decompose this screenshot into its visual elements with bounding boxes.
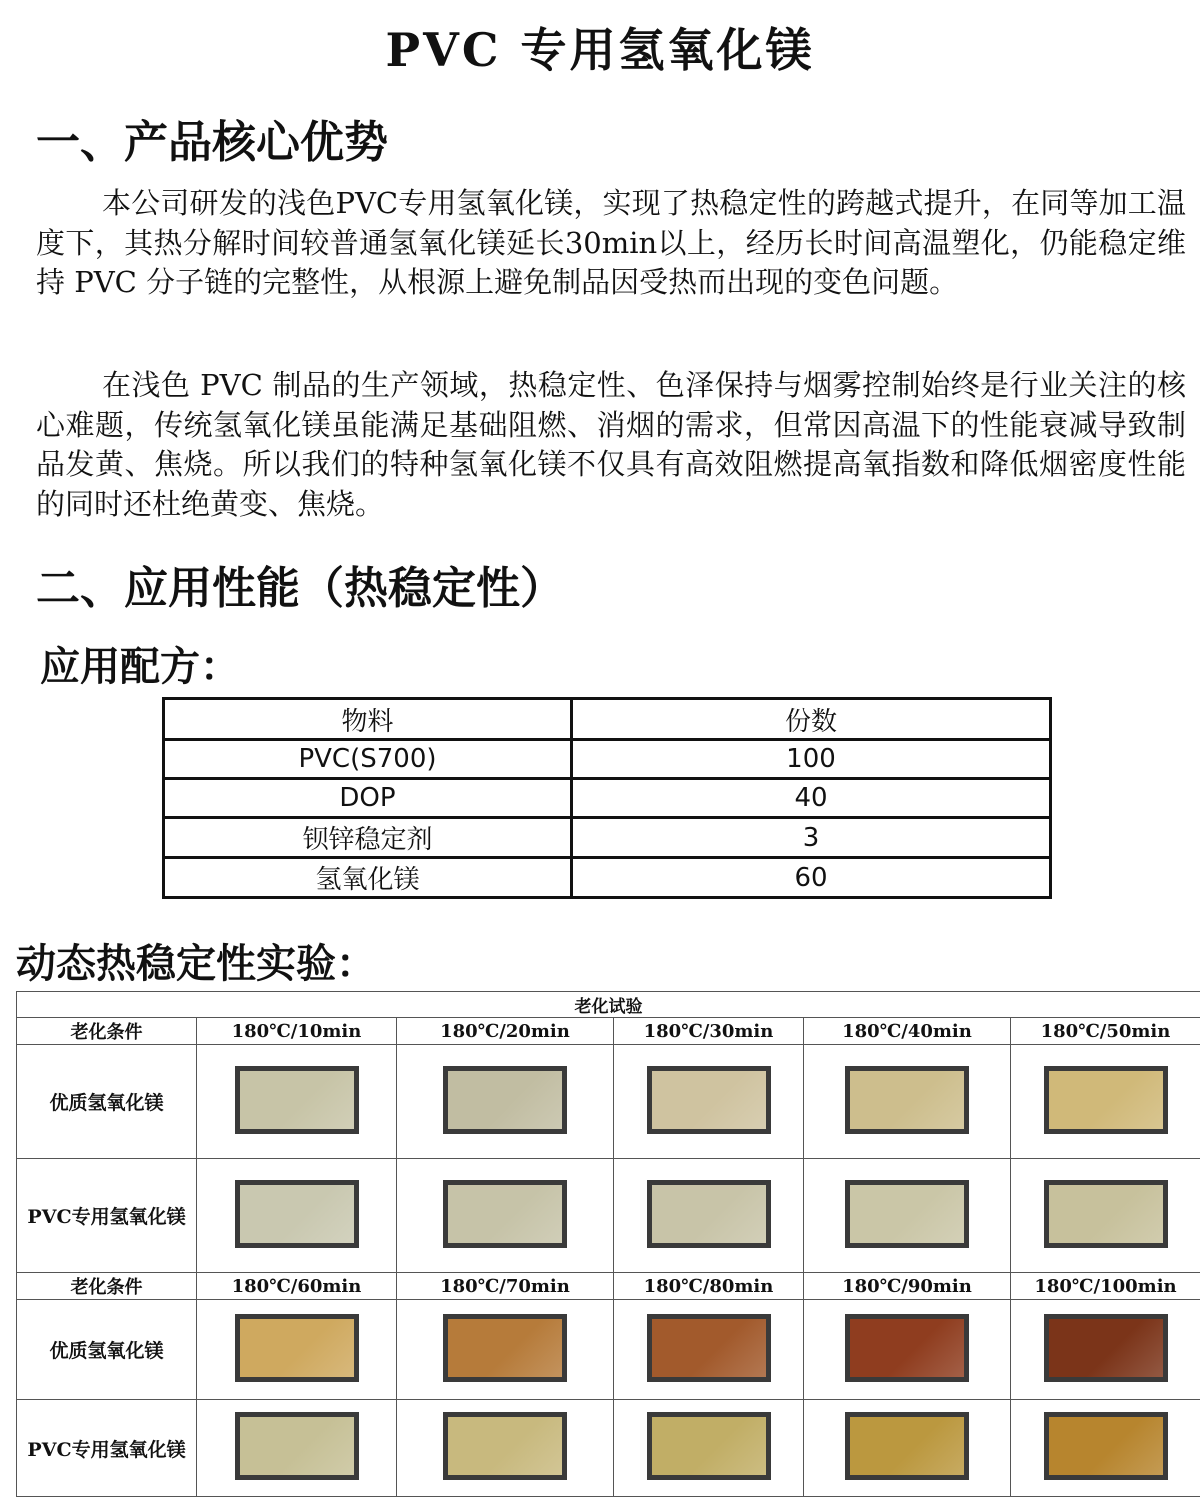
sample-label: PVC专用氢氧化镁 (17, 1159, 197, 1273)
formula-material: DOP (164, 779, 572, 818)
condition-cell: 180℃/90min (804, 1273, 1011, 1300)
sample-photo (1049, 1319, 1163, 1377)
sample-photo (850, 1417, 964, 1475)
sample-photo (1049, 1417, 1163, 1475)
table-row (164, 818, 1051, 858)
formula-material: 氢氧化镁 (164, 858, 572, 898)
formula-material: 钡锌稳定剂 (164, 818, 572, 858)
sample-photo (240, 1071, 354, 1129)
sample-photo (850, 1319, 964, 1377)
sample-photo (448, 1319, 562, 1377)
section2-heading: 二、应用性能（热稳定性） (36, 563, 564, 614)
condition-cell: 180℃/10min (197, 1018, 397, 1045)
sample-photo (850, 1185, 964, 1243)
aging-table-title: 老化试验 (17, 992, 1200, 1018)
formula-parts: 40 (572, 779, 1051, 818)
sample-photo (850, 1071, 964, 1129)
page-title: PVC 专用氢氧化镁 (385, 23, 815, 77)
sample-photo (1049, 1071, 1163, 1129)
formula-parts: 100 (572, 740, 1051, 779)
formula-material: PVC(S700) (164, 740, 572, 779)
sample-photo (240, 1417, 354, 1475)
condition-label: 老化条件 (17, 1018, 197, 1045)
table-row (164, 740, 1051, 779)
table-row (164, 858, 1051, 898)
condition-cell: 180℃/50min (1011, 1018, 1200, 1045)
sample-photo (448, 1417, 562, 1475)
sample-label: 优质氢氧化镁 (17, 1045, 197, 1159)
sample-photo (652, 1417, 766, 1475)
formula-header-material: 物料 (164, 699, 572, 740)
sample-photo (652, 1185, 766, 1243)
sample-photo (652, 1071, 766, 1129)
condition-cell: 180℃/20min (397, 1018, 614, 1045)
sample-photo (240, 1185, 354, 1243)
condition-label: 老化条件 (17, 1273, 197, 1300)
condition-cell: 180℃/80min (614, 1273, 804, 1300)
condition-cell: 180℃/60min (197, 1273, 397, 1300)
condition-cell: 180℃/100min (1011, 1273, 1200, 1300)
formula-header-parts: 份数 (572, 699, 1051, 740)
aging-heading: 动态热稳定性实验： (16, 940, 376, 987)
sample-photo (448, 1071, 562, 1129)
formula-table (162, 697, 1052, 899)
condition-cell: 180℃/30min (614, 1018, 804, 1045)
sample-label: 优质氢氧化镁 (17, 1300, 197, 1400)
section1-paragraph-1: 本公司研发的浅色PVC专用氢氧化镁，实现了热稳定性的跨越式提升，在同等加工温度下，其热分解时间较普通氢氧化镁延长30min以上，经历长时间高温塑化，仍能稳定维持 PVC 分子链的完整性，从根源上避免制品因受热而出现的变色问题。 (36, 186, 1186, 299)
sample-photo (240, 1319, 354, 1377)
table-row (164, 779, 1051, 818)
sample-label: PVC专用氢氧化镁 (17, 1400, 197, 1497)
formula-parts: 60 (572, 858, 1051, 898)
sample-photo (448, 1185, 562, 1243)
formula-parts: 3 (572, 818, 1051, 858)
condition-cell: 180℃/40min (804, 1018, 1011, 1045)
sample-photo (1049, 1185, 1163, 1243)
sample-photo (652, 1319, 766, 1377)
condition-cell: 180℃/70min (397, 1273, 614, 1300)
formula-heading: 应用配方： (40, 643, 240, 690)
formula-header-row (164, 699, 1051, 740)
aging-table (16, 991, 1200, 1497)
section1-paragraph-2: 在浅色 PVC 制品的生产领域，热稳定性、色泽保持与烟雾控制始终是行业关注的核心难题，传统氢氧化镁虽能满足基础阻燃、消烟的需求，但常因高温下的性能衰减导致制品发黄、焦烧。所以我们的特种氢氧化镁不仅具有高效阻燃提高氧指数和降低烟密度性能的同时还杜绝黄变、焦烧。 (36, 368, 1186, 521)
section1-heading: 一、产品核心优势 (36, 117, 388, 168)
